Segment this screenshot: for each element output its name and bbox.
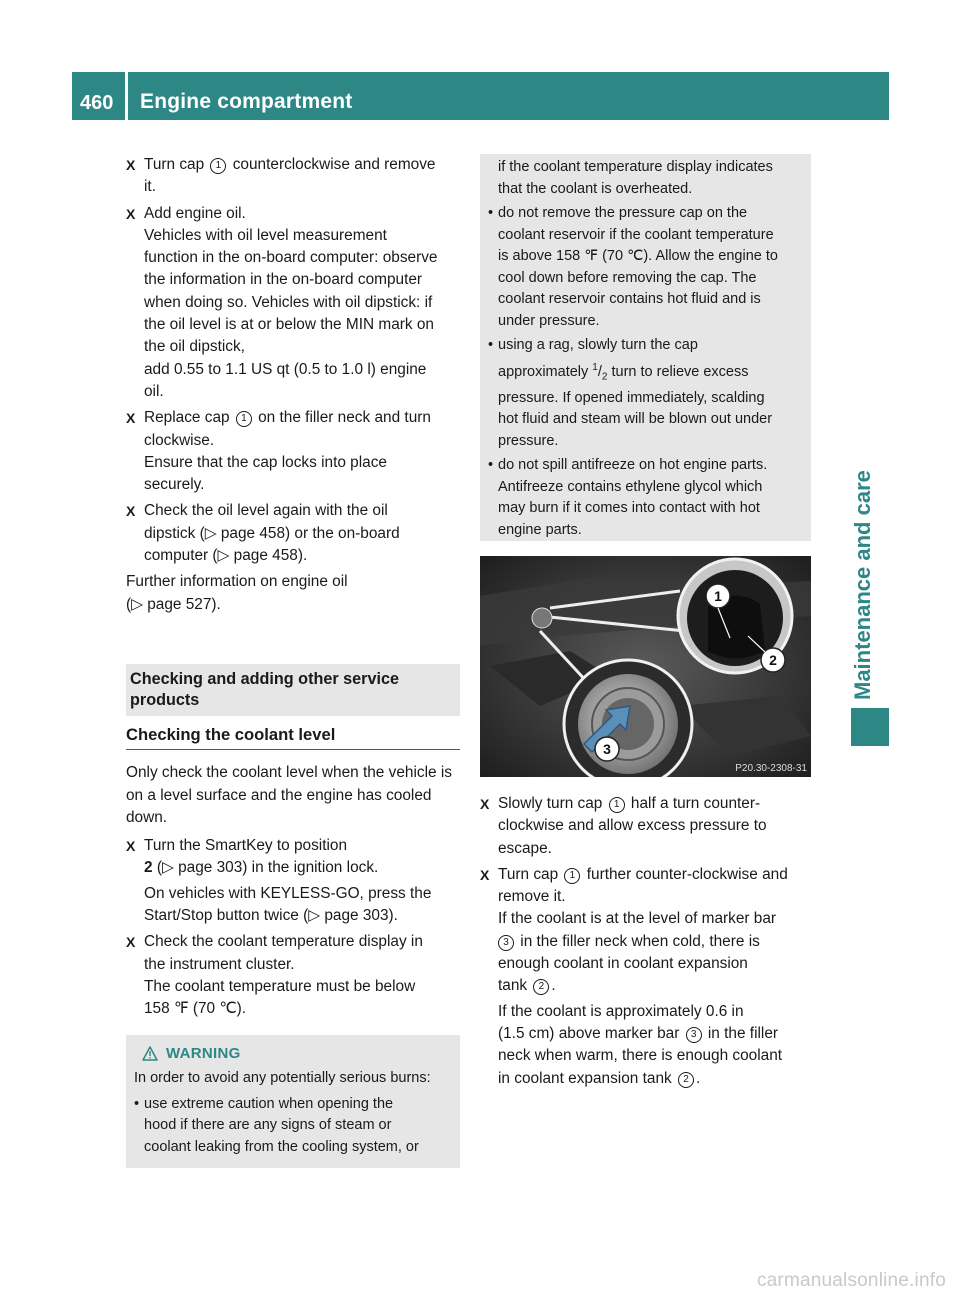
page-link[interactable]: (▷ page 303) in the ignition lock.	[152, 859, 379, 877]
step-text: enough coolant in coolant expansion	[498, 955, 748, 973]
step-arrow-icon: X	[126, 838, 136, 855]
bullet-text: that the coolant is overheated.	[498, 180, 693, 197]
bullet-icon: •	[488, 205, 494, 221]
bullet-icon: •	[488, 337, 494, 353]
step-arrow-icon: X	[126, 410, 136, 427]
page-link[interactable]: (▷ page 527).	[126, 595, 221, 613]
step-text: neck when warm, there is enough coolant	[498, 1047, 783, 1065]
step-text: further counter-clockwise and	[582, 865, 788, 883]
step-add-oil	[126, 203, 460, 404]
warning-bullet	[488, 335, 803, 452]
step-text: If the coolant is at the level of marker bar	[498, 910, 777, 928]
marker-3-icon: 3	[498, 935, 514, 951]
step-text: Vehicles with oil level measurement	[144, 226, 387, 244]
engine-bay-illustration	[480, 556, 811, 777]
warning-bullet	[134, 1094, 452, 1159]
step-text: the oil level is at or below the MIN mark on	[144, 316, 434, 334]
engine-photo	[480, 556, 811, 777]
bullet-text: pressure. If opened immediately, scalding	[498, 389, 765, 406]
bullet-text: hood if there are any signs of steam or	[144, 1117, 392, 1133]
bullet-text: do not remove the pressure cap on the	[498, 205, 748, 221]
step-text: the information in the on-board computer	[144, 271, 423, 289]
step-text: clockwise.	[144, 431, 215, 449]
bullet-text: approximately $^1/_2$ turn to relieve excess	[498, 361, 749, 383]
step-text: counterclockwise and remove	[228, 156, 436, 173]
warning-bullet	[488, 203, 803, 332]
fraction-numerator: 1	[592, 361, 598, 373]
step-text: Check the oil level again with the oil	[144, 502, 388, 520]
step-text: escape.	[498, 839, 552, 857]
side-tab-label: Maintenance and care	[850, 470, 875, 700]
page-link[interactable]: Start/Stop button twice (▷ page 303).	[144, 907, 398, 925]
step-check-oil	[126, 500, 460, 567]
warning-box	[126, 1035, 460, 1169]
marker-1-icon: 1	[236, 411, 252, 427]
step-text: half a turn counter-	[626, 795, 761, 812]
coolant-intro: Only check the coolant level when the vehicle is on a level surface and the engine has cooled down.	[126, 764, 452, 826]
warning-bullet	[488, 455, 803, 541]
bullet-text: coolant reservoir contains hot fluid and is	[498, 291, 761, 307]
step-text: in the filler neck when cold, there is	[516, 932, 760, 950]
step-text: Ensure that the cap locks into place	[144, 453, 387, 471]
step-text	[498, 931, 814, 953]
side-tab-marker	[851, 708, 889, 746]
further-info	[126, 571, 460, 616]
step-text: on the filler neck and turn	[253, 409, 431, 427]
warning-title: WARNING	[166, 1044, 241, 1062]
fraction-denominator: 2	[601, 371, 608, 383]
step-text: (1.5 cm) above marker bar	[498, 1024, 684, 1042]
page-number: 460	[80, 92, 114, 114]
position-value: 2	[144, 859, 153, 877]
step-arrow-icon: X	[126, 503, 136, 520]
page-link[interactable]: computer (▷ page 458).	[144, 547, 308, 565]
step-text: when doing so. Vehicles with oil dipstick: if	[144, 293, 433, 311]
bullet-text: approximately	[498, 363, 593, 380]
step-text	[498, 975, 814, 997]
step-text: oil.	[144, 382, 164, 400]
step-text: On vehicles with KEYLESS-GO, press the	[144, 884, 432, 902]
step-text: Replace cap	[144, 409, 234, 427]
step-replace-cap	[126, 407, 460, 496]
step-text: remove it.	[498, 888, 566, 906]
step-remove-cap	[126, 154, 460, 199]
step-text	[498, 1068, 814, 1090]
subsection-title: Checking and adding other service products	[126, 664, 460, 716]
bullet-text: using a rag, slowly turn the cap	[498, 337, 698, 353]
step-text: function in the on-board computer: observe	[144, 249, 438, 267]
step-text: Add engine oil.	[144, 204, 246, 222]
step-text: securely.	[144, 476, 205, 494]
step-arrow-icon: X	[126, 157, 136, 173]
marker-2-icon: 2	[678, 1072, 694, 1088]
photo-marker-3: 3	[603, 741, 611, 757]
bullet-text: do not spill antifreeze on hot engine parts.	[498, 457, 768, 474]
step-text: tank	[498, 977, 532, 995]
bullet-text: if the coolant temperature display indicates	[498, 159, 773, 175]
header-separator	[125, 72, 128, 120]
step-arrow-icon: X	[126, 205, 136, 222]
step-arrow-icon: X	[480, 796, 490, 812]
step-text	[498, 1023, 814, 1045]
step-arrow-icon: X	[480, 866, 490, 883]
step-text: 158 ℉ (70 ℃).	[144, 1000, 247, 1018]
photo-caption: P20.30-2308-31	[735, 763, 807, 774]
step-text: If the coolant is approximately 0.6 in	[498, 1002, 744, 1020]
step-remove-coolant-cap	[480, 864, 814, 1090]
left-column	[126, 154, 460, 1168]
step-text: Turn cap	[498, 865, 563, 883]
step-text: clockwise and allow excess pressure to	[498, 817, 767, 835]
warning-triangle-icon	[142, 1046, 158, 1061]
step-text: .	[551, 977, 556, 995]
photo-marker-1: 1	[714, 588, 722, 604]
bullet-text: hot fluid and steam will be blown out under	[498, 411, 773, 428]
bullet-text: use extreme caution when opening the	[144, 1095, 394, 1112]
step-smartkey	[126, 835, 460, 927]
marker-1-icon: 1	[564, 868, 580, 884]
step-text: .	[695, 1069, 701, 1087]
marker-1-icon: 1	[609, 797, 625, 813]
marker-2-icon: 2	[533, 979, 549, 995]
bullet-text: pressure.	[498, 432, 559, 449]
para-text: Further information on engine oil	[126, 573, 348, 591]
step-text: it.	[144, 178, 156, 196]
step-turn-cap-half	[480, 793, 814, 860]
step-text: the oil dipstick,	[144, 338, 245, 356]
warning-header	[142, 1043, 452, 1065]
step-text: add 0.55 to 1.1 US qt (0.5 to 1.0 l) engine	[144, 360, 427, 378]
step-text: Turn cap	[144, 156, 209, 173]
step-text: The coolant temperature must be below	[144, 977, 416, 995]
bullet-text: is above 158 ℉ (70 ℃). Allow the engine to	[498, 248, 778, 264]
step-text: in coolant expansion tank	[498, 1069, 676, 1087]
step-arrow-icon: X	[126, 934, 136, 951]
bullet-text: cool down before removing the cap. The	[498, 269, 757, 286]
photo-marker-2: 2	[769, 652, 777, 668]
bullet-text: coolant reservoir if the coolant temperature	[498, 226, 774, 243]
step-text: Check the coolant temperature display in	[144, 933, 423, 951]
bullet-text: under pressure.	[498, 312, 600, 329]
marker-1-icon: 1	[210, 158, 226, 174]
page-link[interactable]: dipstick (▷ page 458) or the on-board	[144, 524, 400, 542]
right-column-steps	[480, 793, 814, 1094]
marker-3-icon: 3	[686, 1027, 702, 1043]
warning-box-continued	[480, 154, 811, 541]
bullet-icon: •	[488, 457, 494, 474]
step-text: the instrument cluster.	[144, 955, 295, 973]
step-text: Turn the SmartKey to position	[144, 837, 348, 855]
step-text: in the filler	[703, 1024, 779, 1042]
bullet-text: engine parts.	[498, 521, 582, 538]
warning-intro: In order to avoid any potentially serious burns:	[134, 1070, 431, 1086]
subheading: Checking the coolant level	[126, 724, 460, 750]
bullet-icon: •	[134, 1095, 140, 1112]
bullet-text: may burn if it comes into contact with hot	[498, 500, 760, 517]
step-text: Slowly turn cap	[498, 795, 607, 812]
bullet-text: turn to relieve excess	[607, 363, 749, 380]
bullet-text: coolant leaking from the cooling system, or	[144, 1138, 419, 1155]
bullet-text: Antifreeze contains ethylene glycol which	[498, 478, 763, 495]
warning-lead	[488, 157, 803, 200]
section-title: Engine compartment	[140, 90, 353, 113]
step-check-coolant-temp	[126, 931, 460, 1020]
watermark: carmanualsonline.info	[756, 1270, 946, 1291]
